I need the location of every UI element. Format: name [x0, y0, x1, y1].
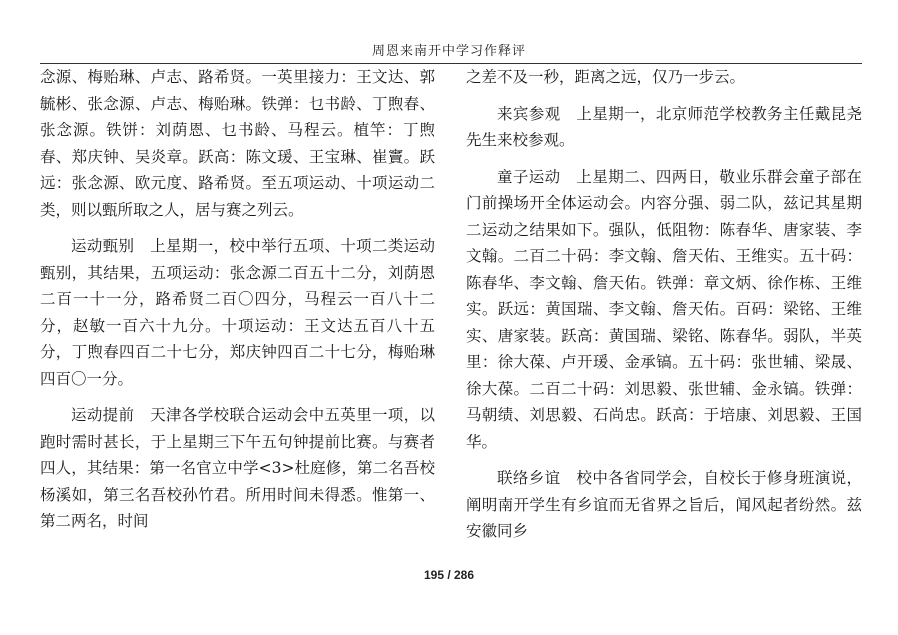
paragraph-hometown-association: 联络乡谊 校中各省同学会，自校长于修身班演说，阐明南开学生有乡谊而无省界之旨后，闻风起者纷然。兹安徽同乡	[466, 469, 862, 540]
paragraph-continuation: 之差不及一秒，距离之远，仅乃一步云。	[466, 68, 746, 86]
paragraph-children-sports: 童子运动 上星期二、四两日，敬业乐群会童子部在门前操场开全体运动会。内容分强、弱二队，兹记其星期二运动之结果如下。强队，低阻物：陈春华、唐家装、李文翰。二百二十码：李文翰、詹天佑、王维实。五十码：陈春华、李文翰、詹天佑。铁弹：章文炳、徐作栋、王维实。跃远：黄国瑞、李文翰、詹天佑。百码：梁铭、王维实、唐家装。跃高：黄国瑞、梁铭、陈春华。弱队，半英里：徐大葆、卢开瑗、金承镐。五十码：张世辅、梁晟、徐大葆。二百二十码：刘思毅、张世辅、金永镐。铁弹：马朝绩、刘思毅、石尚忠。跃高：于培康、刘思毅、王国华。	[466, 167, 862, 451]
left-column	[40, 64, 435, 535]
right-column	[466, 64, 862, 545]
paragraph-sports-advance: 运动提前 天津各学校联合运动会中五英里一项，以跑时需时甚长，于上星期三下午五句钟提前比赛。与赛者四人，其结果：第一名官立中学<3>杜庭修，第二名吾校杨溪如，第三名吾校孙竹君。所用时间未得悉。惟第一、第二两名，时间	[40, 406, 435, 530]
running-header: 周恩来南开中学习作释评	[371, 44, 526, 59]
paragraph-sports-selection: 运动甄别 上星期一，校中举行五项、十项二类运动甄别，其结果，五项运动：张念源二百五十二分，刘荫恩二百一十一分，路希贤二百〇四分，马程云一百八十二分，赵敏一百六十九分。十项运动：王文达五百八十五分，丁煦春四百二十七分，郑庆钟四百二十七分，梅贻琳四百〇一分。	[40, 237, 435, 388]
page-number: 195 / 286	[423, 568, 475, 582]
paragraph-continuation: 念源、梅贻琳、卢志、路希贤。一英里接力：王文达、郭毓彬、张念源、卢志、梅贻琳。铁弹：乜书龄、丁煦春、张念源。铁饼：刘荫恩、乜书龄、马程云。植竿：丁煦春、郑庆钟、吴炎章。跃高：陈文瑗、王宝琳、崔竇。跃远：张念源、欧元度、路希贤。至五项运动、十项运动二类，则以甄所取之人，居与赛之列云。	[40, 68, 435, 219]
paragraph-guest-visit: 来宾参观 上星期一，北京师范学校教务主任戴昆尧先生来校参观。	[466, 104, 862, 149]
